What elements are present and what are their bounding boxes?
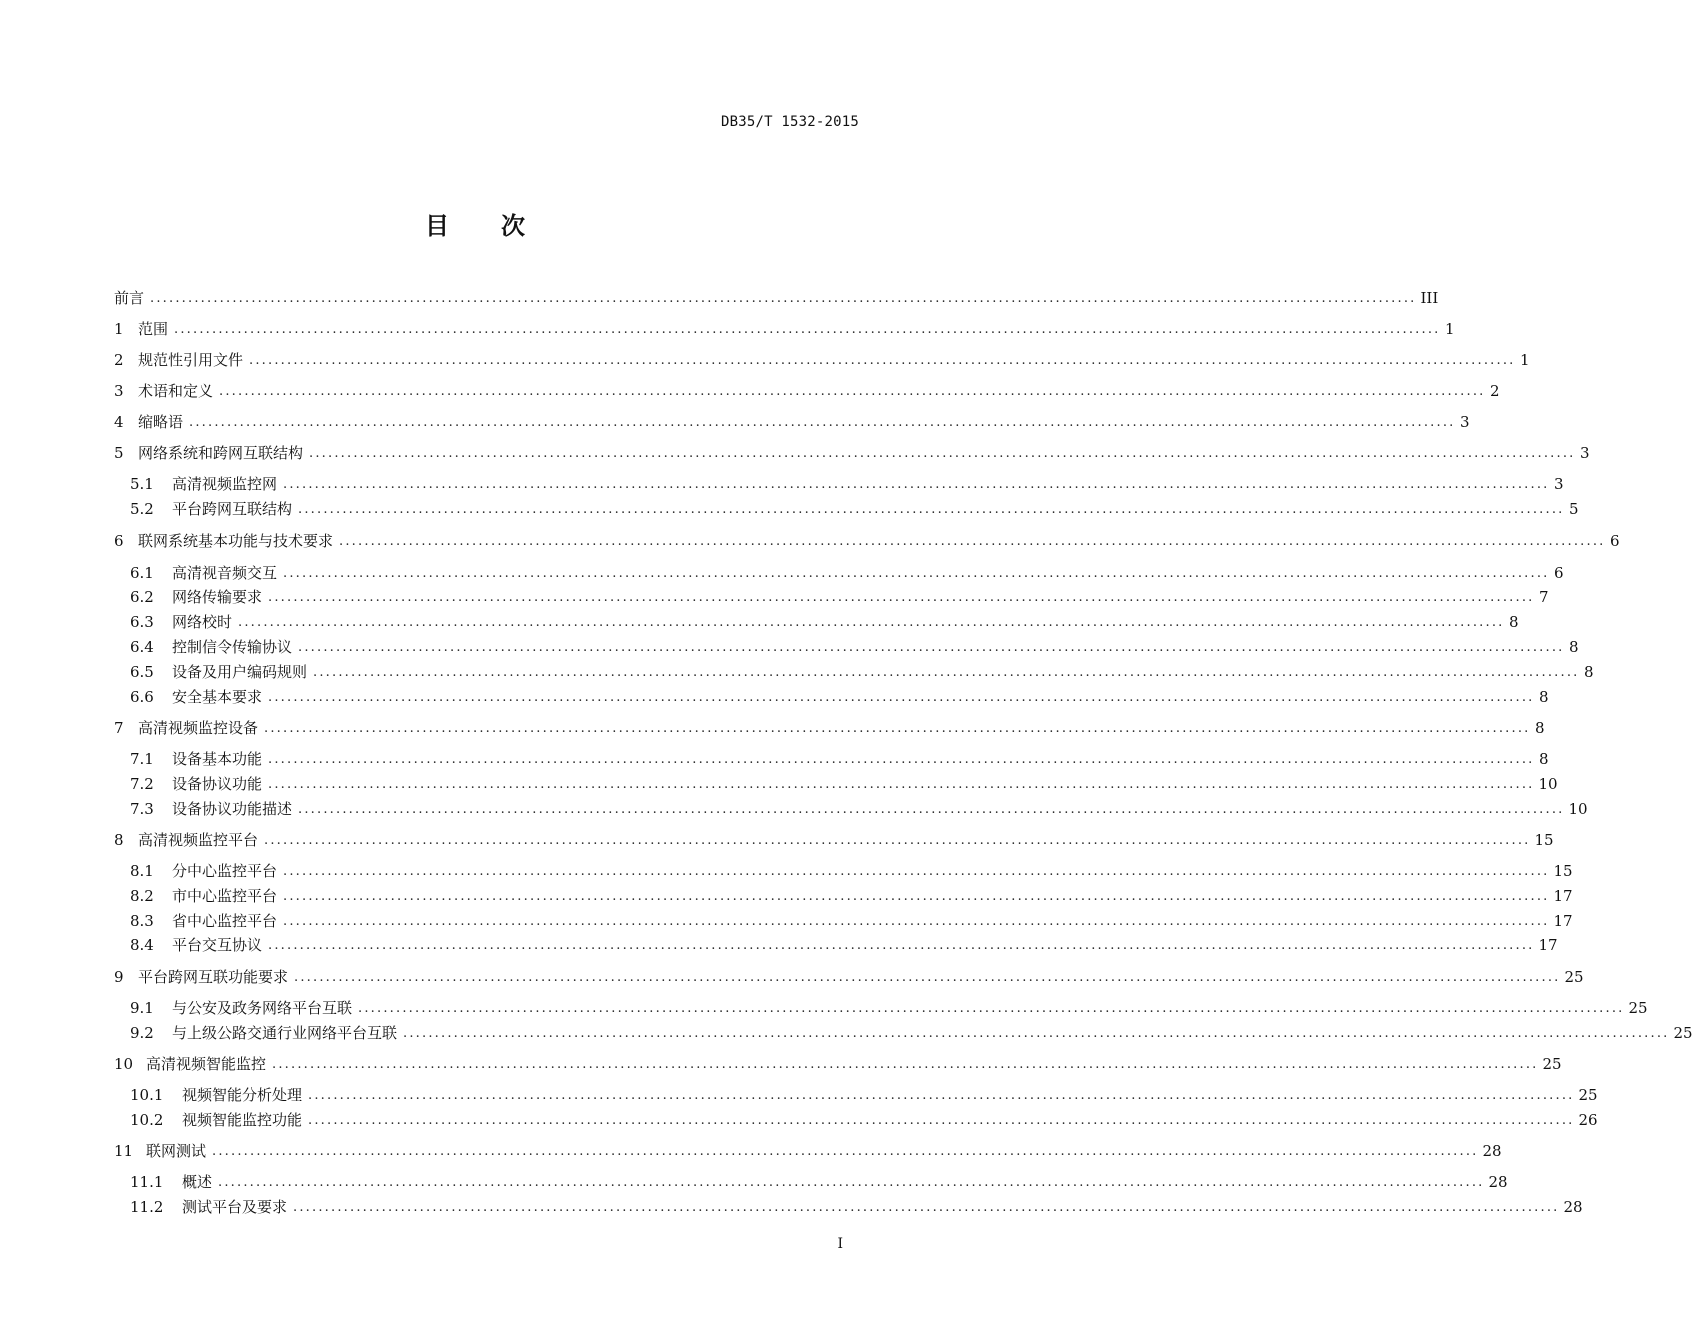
toc-entry-page: 25 [1628, 999, 1648, 1017]
toc-subentry[interactable] [130, 798, 1588, 820]
toc-entry-label: 网络传输要求 [172, 588, 263, 606]
toc-entry[interactable] [114, 1053, 1562, 1075]
toc-entry-page: 28 [1563, 1198, 1583, 1216]
toc-entry-page: 10 [1538, 775, 1558, 793]
toc-entry-page: 8 [1534, 719, 1545, 737]
toc-entry-page: 15 [1534, 831, 1554, 849]
toc-entry-label: 分中心监控平台 [172, 862, 278, 880]
toc-dot-leader: ........................................................................................................................................................................................................ [219, 384, 1486, 399]
toc-entry-number: 10.2 [130, 1111, 164, 1129]
toc-entry-page: 7 [1538, 588, 1549, 606]
toc-entry-label: 与公安及政务网络平台互联 [172, 999, 353, 1017]
toc-entry-number: 9.1 [130, 999, 154, 1017]
toc-entry-label: 省中心监控平台 [172, 912, 278, 930]
toc-entry-number: 6.1 [130, 564, 154, 582]
toc-entry-page: 3 [1579, 444, 1590, 462]
toc-dot-leader: ........................................................................................................................................................................................................ [298, 802, 1565, 817]
toc-entry-label: 设备协议功能 [172, 775, 263, 793]
toc-entry-number: 11.2 [130, 1198, 164, 1216]
toc-entry-page: 2 [1489, 382, 1500, 400]
title-char-2: 次 [501, 212, 525, 240]
toc-entry-number: 11.1 [130, 1173, 164, 1191]
toc-entry-number: 5.1 [130, 475, 154, 493]
toc-entry[interactable] [114, 442, 1590, 464]
toc-entry-number: 5 [114, 444, 124, 462]
toc-entry-label: 高清视频监控设备 [138, 719, 259, 737]
toc-entry-page: 6 [1553, 564, 1564, 582]
toc-subentry[interactable] [130, 686, 1549, 708]
toc-dot-leader: ........................................................................................................................................................................................................ [283, 566, 1550, 581]
toc-entry-number: 5.2 [130, 500, 154, 518]
toc-entry-page: 1 [1519, 351, 1530, 369]
toc-entry-page: 25 [1564, 968, 1584, 986]
toc-entry-number: 8.1 [130, 862, 154, 880]
toc-entry-page: 8 [1583, 663, 1594, 681]
toc-dot-leader: ........................................................................................................................................................................................................ [212, 1144, 1479, 1159]
toc-entry-label: 平台跨网互联功能要求 [138, 968, 289, 986]
toc-entry-label: 概述 [182, 1173, 213, 1191]
toc-entry-label: 市中心监控平台 [172, 887, 278, 905]
toc-dot-leader: ........................................................................................................................................................................................................ [309, 446, 1576, 461]
toc-dot-leader: ........................................................................................................................................................................................................ [283, 477, 1550, 492]
toc-entry-number: 7.1 [130, 750, 154, 768]
toc-entry-label: 网络校时 [172, 613, 233, 631]
toc-subentry[interactable] [130, 860, 1573, 882]
toc-entry[interactable] [114, 966, 1584, 988]
toc-subentry[interactable] [130, 773, 1558, 795]
toc-entry-label: 平台交互协议 [172, 936, 263, 954]
toc-entry[interactable] [114, 380, 1500, 402]
toc-entry-number: 1 [114, 320, 124, 338]
toc-dot-leader: ........................................................................................................................................................................................................ [264, 833, 1531, 848]
toc-entry-number: 6.5 [130, 663, 154, 681]
toc-dot-leader: ........................................................................................................................................................................................................ [249, 353, 1516, 368]
toc-entry[interactable] [114, 349, 1530, 371]
toc-entry-number: 10 [114, 1055, 134, 1073]
toc-entry-number: 11 [114, 1142, 134, 1160]
toc-dot-leader: ........................................................................................................................................................................................................ [238, 615, 1505, 630]
toc-entry-number: 7.3 [130, 800, 154, 818]
toc-subentry[interactable] [130, 910, 1573, 932]
toc-entry-page: 1 [1444, 320, 1455, 338]
toc-subentry[interactable] [130, 636, 1579, 658]
toc-entry-label: 高清视频监控网 [172, 475, 278, 493]
toc-dot-leader: ........................................................................................................................................................................................................ [268, 690, 1535, 705]
toc-subentry[interactable] [130, 1196, 1583, 1218]
toc-entry-number: 8.4 [130, 936, 154, 954]
toc-dot-leader: ........................................................................................................................................................................................................ [403, 1026, 1670, 1041]
toc-entry-number: 2 [114, 351, 124, 369]
toc-entry-label: 视频智能监控功能 [182, 1111, 303, 1129]
toc-entry-page: 8 [1538, 750, 1549, 768]
toc-entry-page: 17 [1553, 912, 1573, 930]
toc-entry-label: 平台跨网互联结构 [172, 500, 293, 518]
toc-entry-page: 25 [1578, 1086, 1598, 1104]
toc-entry-number: 8.3 [130, 912, 154, 930]
toc-dot-leader: ........................................................................................................................................................................................................ [293, 1200, 1560, 1215]
toc-entry-page: 8 [1508, 613, 1519, 631]
toc-entry-label: 前言 [114, 289, 145, 307]
page-title [0, 206, 950, 241]
toc-entry-number: 6.3 [130, 613, 154, 631]
toc-entry[interactable] [114, 411, 1470, 433]
toc-entry[interactable] [114, 287, 1439, 309]
toc-dot-leader: ........................................................................................................................................................................................................ [308, 1088, 1575, 1103]
toc-subentry[interactable] [130, 473, 1564, 495]
toc-entry-page: 25 [1542, 1055, 1562, 1073]
toc-entry-page: 10 [1568, 800, 1588, 818]
toc-dot-leader: ........................................................................................................................................................................................................ [308, 1113, 1575, 1128]
toc-entry[interactable] [114, 530, 1620, 552]
toc-dot-leader: ........................................................................................................................................................................................................ [298, 640, 1565, 655]
toc-dot-leader: ........................................................................................................................................................................................................ [189, 415, 1456, 430]
toc-dot-leader: ........................................................................................................................................................................................................ [298, 502, 1565, 517]
toc-entry-page: 26 [1578, 1111, 1598, 1129]
toc-entry[interactable] [114, 829, 1554, 851]
toc-subentry[interactable] [130, 934, 1558, 956]
toc-subentry[interactable] [130, 1084, 1598, 1106]
toc-dot-leader: ........................................................................................................................................................................................................ [268, 777, 1535, 792]
toc-dot-leader: ........................................................................................................................................................................................................ [268, 590, 1535, 605]
toc-entry-page: 25 [1673, 1024, 1693, 1042]
toc-dot-leader: ........................................................................................................................................................................................................ [294, 970, 1561, 985]
toc-entry-page: 5 [1568, 500, 1579, 518]
toc-dot-leader: ........................................................................................................................................................................................................ [264, 721, 1531, 736]
toc-entry-label: 高清视频监控平台 [138, 831, 259, 849]
toc-subentry[interactable] [130, 997, 1648, 1019]
toc-dot-leader: ........................................................................................................................................................................................................ [283, 914, 1550, 929]
title-char-1: 目 [425, 212, 449, 240]
toc-entry-number: 6 [114, 532, 124, 550]
toc-dot-leader: ........................................................................................................................................................................................................ [283, 864, 1550, 879]
toc-entry-label: 规范性引用文件 [138, 351, 244, 369]
toc-entry-page: 15 [1553, 862, 1573, 880]
toc-subentry[interactable] [130, 562, 1564, 584]
toc-entry-page: 28 [1482, 1142, 1502, 1160]
toc-entry-page: 17 [1553, 887, 1573, 905]
toc-subentry[interactable] [130, 885, 1573, 907]
toc-entry-label: 高清视频智能监控 [146, 1055, 267, 1073]
toc-entry-number: 7 [114, 719, 124, 737]
toc-entry-page: III [1420, 289, 1439, 307]
toc-entry-number: 7.2 [130, 775, 154, 793]
toc-entry-label: 联网系统基本功能与技术要求 [138, 532, 334, 550]
toc-entry-label: 术语和定义 [138, 382, 214, 400]
toc-entry-label: 测试平台及要求 [182, 1198, 288, 1216]
toc-entry-number: 6.4 [130, 638, 154, 656]
toc-entry-page: 28 [1488, 1173, 1508, 1191]
toc-entry-number: 10.1 [130, 1086, 164, 1104]
toc-entry-label: 设备及用户编码规则 [172, 663, 308, 681]
toc-entry-label: 控制信令传输协议 [172, 638, 293, 656]
toc-entry-number: 8.2 [130, 887, 154, 905]
toc-subentry[interactable] [130, 1171, 1508, 1193]
toc-subentry[interactable] [130, 1109, 1598, 1131]
toc-entry-number: 9 [114, 968, 124, 986]
toc-entry-page: 8 [1568, 638, 1579, 656]
toc-dot-leader: ........................................................................................................................................................................................................ [174, 322, 1441, 337]
toc-subentry[interactable] [130, 661, 1594, 683]
toc-entry-label: 与上级公路交通行业网络平台互联 [172, 1024, 398, 1042]
toc-entry-number: 3 [114, 382, 124, 400]
toc-entry[interactable] [114, 717, 1545, 739]
toc-dot-leader: ........................................................................................................................................................................................................ [358, 1001, 1625, 1016]
toc-entry-label: 视频智能分析处理 [182, 1086, 303, 1104]
toc-dot-leader: ........................................................................................................................................................................................................ [268, 752, 1535, 767]
toc-entry-label: 安全基本要求 [172, 688, 263, 706]
toc-dot-leader: ........................................................................................................................................................................................................ [272, 1057, 1539, 1072]
toc-entry-number: 4 [114, 413, 124, 431]
toc-entry-number: 9.2 [130, 1024, 154, 1042]
toc-subentry[interactable] [130, 498, 1579, 520]
toc-entry-label: 联网测试 [146, 1142, 207, 1160]
toc-entry-page: 8 [1538, 688, 1549, 706]
toc-entry[interactable] [114, 1140, 1502, 1162]
toc-dot-leader: ........................................................................................................................................................................................................ [268, 938, 1535, 953]
toc-entry-label: 网络系统和跨网互联结构 [138, 444, 304, 462]
toc-subentry[interactable] [130, 748, 1549, 770]
toc-entry-label: 高清视音频交互 [172, 564, 278, 582]
toc-dot-leader: ........................................................................................................................................................................................................ [313, 665, 1580, 680]
toc-subentry[interactable] [130, 1022, 1693, 1044]
toc-entry-number: 6.6 [130, 688, 154, 706]
document-code: DB35/T 1532-2015 [720, 114, 859, 130]
toc-entry-number: 8 [114, 831, 124, 849]
toc-entry-label: 设备协议功能描述 [172, 800, 293, 818]
toc-entry-page: 3 [1459, 413, 1470, 431]
toc-entry-label: 缩略语 [138, 413, 184, 431]
toc-dot-leader: ........................................................................................................................................................................................................ [339, 534, 1606, 549]
toc-entry-page: 3 [1553, 475, 1564, 493]
toc-entry-label: 范围 [138, 320, 169, 338]
toc-entry-number: 6.2 [130, 588, 154, 606]
toc-dot-leader: ........................................................................................................................................................................................................ [150, 291, 1417, 306]
toc-dot-leader: ........................................................................................................................................................................................................ [283, 889, 1550, 904]
toc-subentry[interactable] [130, 611, 1519, 633]
toc-entry-page: 6 [1609, 532, 1620, 550]
toc-entry[interactable] [114, 318, 1455, 340]
toc-dot-leader: ........................................................................................................................................................................................................ [218, 1175, 1485, 1190]
toc-entry-page: 17 [1538, 936, 1558, 954]
toc-subentry[interactable] [130, 586, 1549, 608]
toc-entry-label: 设备基本功能 [172, 750, 263, 768]
footer-page-number: I [837, 1236, 843, 1252]
